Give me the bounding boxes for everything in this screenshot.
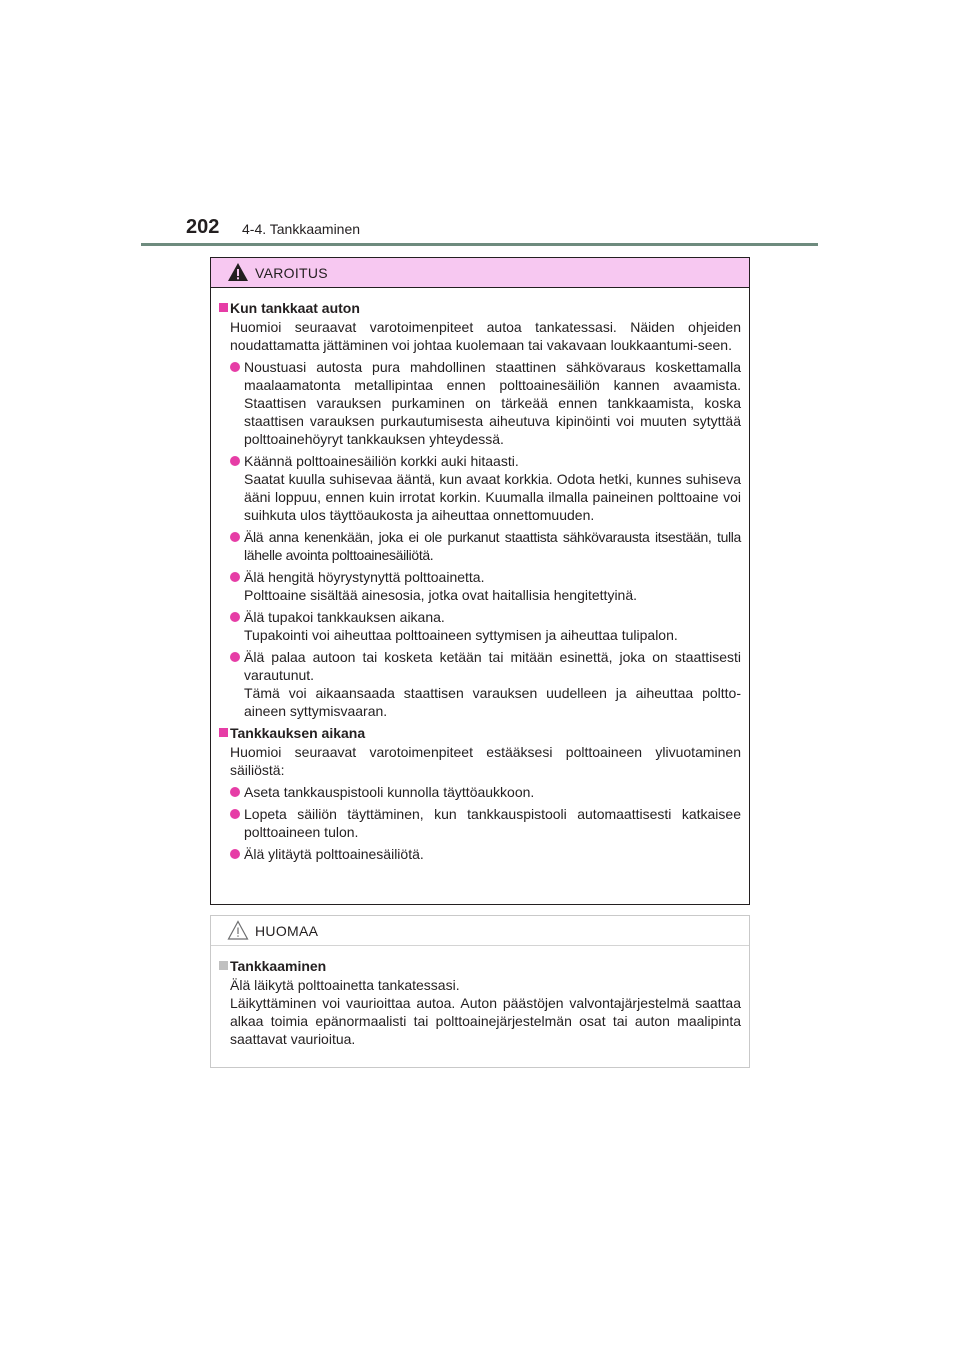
section-title: 4-4. Tankkaaminen: [242, 221, 361, 237]
section-heading: Kun tankkaat auton: [219, 299, 741, 317]
warning-label: VAROITUS: [255, 265, 328, 281]
page-number: 202: [186, 216, 220, 238]
round-bullet-icon: [230, 456, 240, 466]
square-bullet-icon: [219, 728, 228, 737]
notice-label: HUOMAA: [255, 923, 319, 939]
round-bullet-icon: [230, 612, 240, 622]
warning-triangle-outline-icon: [227, 920, 249, 940]
section-heading: Tankkaaminen: [219, 957, 741, 975]
warning-body: [211, 288, 749, 863]
round-bullet-icon: [230, 532, 240, 542]
round-bullet-icon: [230, 652, 240, 662]
list-item: Älä palaa autoon tai kosketa ketään tai mitään esinettä, joka on staattisesti varautunut. Tämä voi aikaansaada staattisen varauksen uudelleen ja aiheuttaa poltto-aineen syttymisvaaran.: [219, 648, 741, 720]
notice-header: [211, 916, 749, 946]
list-item: Lopeta säiliön täyttäminen, kun tankkauspistooli automaattisesti katkaisee polttoaineen tulon.: [219, 805, 741, 841]
list-item: Älä hengitä höyrystynyttä polttoainetta. Polttoaine sisältää ainesosia, jotka ovat haitallisia hengitettyinä.: [219, 568, 741, 604]
warning-triangle-icon: [227, 262, 249, 282]
round-bullet-icon: [230, 787, 240, 797]
round-bullet-icon: [230, 849, 240, 859]
list-item: Käännä polttoainesäiliön korkki auki hitaasti. Saatat kuulla suhisevaa ääntä, kun avaat korkkia. Odota hetki, kunnes suhiseva ääni loppuu, ennen kuin irrotat korkin. Kuumalla ilmalla paineinen polttoaine voi suihkuta ulos täyttöaukosta ja aiheuttaa onnettomuuden.: [219, 452, 741, 524]
list-item: Aseta tankkauspistooli kunnolla täyttöaukkoon.: [219, 783, 741, 801]
list-item: Älä tupakoi tankkauksen aikana. Tupakointi voi aiheuttaa polttoaineen syttymisen ja aiheuttaa tulipalon.: [219, 608, 741, 644]
square-bullet-icon: [219, 303, 228, 312]
section-heading: Tankkauksen aikana: [219, 724, 741, 742]
list-item: Älä anna kenenkään, joka ei ole purkanut staattista sähkövarausta itsestään, tulla lähelle avointa polttoainesäiliötä.: [219, 528, 741, 564]
warning-header: [211, 258, 749, 288]
list-item: Noustuasi autosta pura mahdollinen staattinen sähkövaraus koskettamalla maalaamatonta metallipintaa ennen polttoainesäiliön kannen avaamista. Staattisen varauksen purkaminen on tärkeää ennen tankkaamista, koska staattisen varauksen purkautumisesta aiheutuva kipinöinti voi muuten sytyttää polttoainehöyryt tankkauksen yhteydessä.: [219, 358, 741, 448]
round-bullet-icon: [230, 362, 240, 372]
notice-body: [211, 946, 749, 1048]
round-bullet-icon: [230, 572, 240, 582]
section-text: Älä läikytä polttoainetta tankatessasi. Läikyttäminen voi vaurioittaa autoa. Auton päästöjen valvontajärjestelmä saattaa alkaa toimia epänormaalisti tai polttoainejärjestelmän osat tai auton maalipinta saattavat vaurioitua.: [230, 977, 741, 1047]
list-item: Älä ylitäytä polttoainesäiliötä.: [219, 845, 741, 863]
section-text: Huomioi seuraavat varotoimenpiteet estääksesi polttoaineen ylivuotaminen säiliöstä:: [230, 744, 741, 778]
warning-box: [210, 257, 750, 905]
round-bullet-icon: [230, 809, 240, 819]
section-text: Huomioi seuraavat varotoimenpiteet autoa tankatessasi. Näiden ohjeiden noudattamatta jättäminen voi johtaa kuolemaan tai vakavaan loukkaantumi-seen.: [230, 319, 741, 353]
square-bullet-icon: [219, 961, 228, 970]
notice-box: [210, 915, 750, 1068]
header-rule: [141, 243, 818, 246]
